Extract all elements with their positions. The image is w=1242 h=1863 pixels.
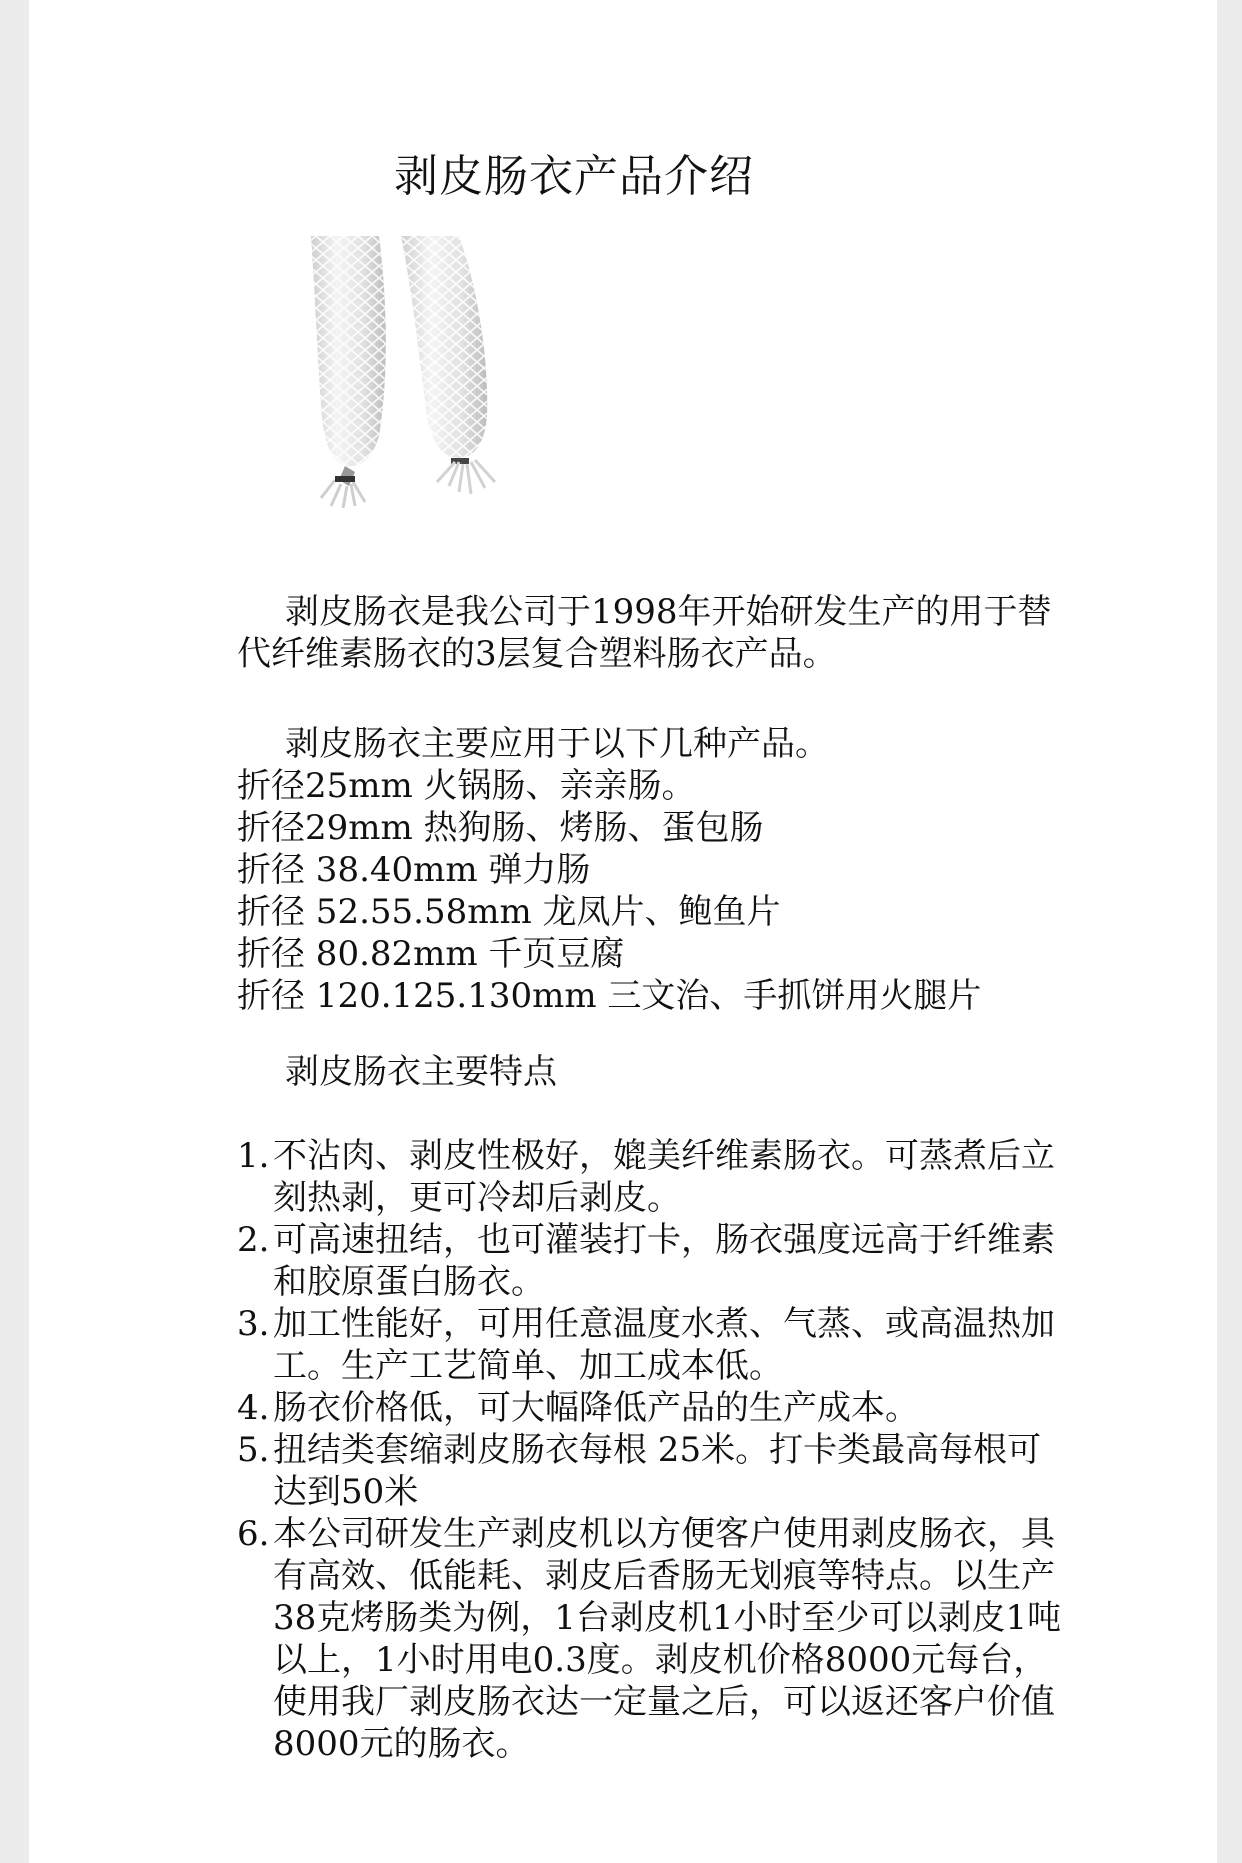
application-item: 折径25mm 火锅肠、亲亲肠。 [237, 766, 696, 806]
features-list [237, 1135, 1067, 1765]
application-item: 折径 52.55.58mm 龙凤片、鲍鱼片 [237, 892, 781, 932]
intro-paragraph: 剥皮肠衣是我公司于1998年开始研发生产的用于替代纤维素肠衣的3层复合塑料肠衣产品。 [237, 592, 1052, 674]
feature-number: 4. [237, 1388, 270, 1428]
intro-section [237, 591, 1067, 675]
feature-text: 可高速扭结，也可灌装打卡，肠衣强度远高于纤维素和胶原蛋白肠衣。 [273, 1220, 1055, 1302]
feature-item [237, 1303, 1067, 1387]
feature-number: 6. [237, 1514, 270, 1554]
feature-item [237, 1135, 1067, 1219]
feature-number: 2. [237, 1220, 270, 1260]
feature-item [237, 1513, 1067, 1765]
document-page [29, 0, 1217, 1863]
applications-section [237, 723, 1067, 1017]
feature-text: 加工性能好，可用任意温度水煮、气蒸、或高温热加工。生产工艺简单、加工成本低。 [273, 1304, 1055, 1386]
feature-number: 5. [237, 1430, 270, 1470]
feature-number: 1. [237, 1136, 270, 1176]
application-item: 折径 38.40mm 弹力肠 [237, 850, 591, 890]
feature-text: 肠衣价格低，可大幅降低产品的生产成本。 [273, 1388, 919, 1428]
product-image [309, 236, 534, 508]
feature-item [237, 1429, 1067, 1513]
feature-number: 3. [237, 1304, 270, 1344]
feature-text: 不沾肉、剥皮性极好，媲美纤维素肠衣。可蒸煮后立刻热剥，更可冷却后剥皮。 [273, 1136, 1055, 1218]
sausage-casing-product-photo-icon [309, 236, 534, 508]
features-heading: 剥皮肠衣主要特点 [285, 1052, 557, 1092]
feature-item [237, 1387, 1067, 1429]
feature-text: 本公司研发生产剥皮机以方便客户使用剥皮肠衣，具有高效、低能耗、剥皮后香肠无划痕等特点。以生产38克烤肠类为例，1台剥皮机1小时至少可以剥皮1吨以上，1小时用电0.3度。剥皮机价格8000元每台，使用我厂剥皮肠衣达一定量之后，可以返还客户价值8000元的肠衣。 [273, 1514, 1062, 1764]
application-item: 折径29mm 热狗肠、烤肠、蛋包肠 [237, 808, 764, 848]
application-item: 折径 80.82mm 千页豆腐 [237, 934, 625, 974]
application-item: 折径 120.125.130mm 三文治、手抓饼用火腿片 [237, 976, 982, 1016]
feature-item [237, 1219, 1067, 1303]
applications-lead: 剥皮肠衣主要应用于以下几种产品。 [285, 724, 829, 764]
feature-text: 扭结类套缩剥皮肠衣每根 25米。打卡类最高每根可达到50米 [273, 1430, 1042, 1512]
page-title: 剥皮肠衣产品介绍 [394, 151, 754, 202]
